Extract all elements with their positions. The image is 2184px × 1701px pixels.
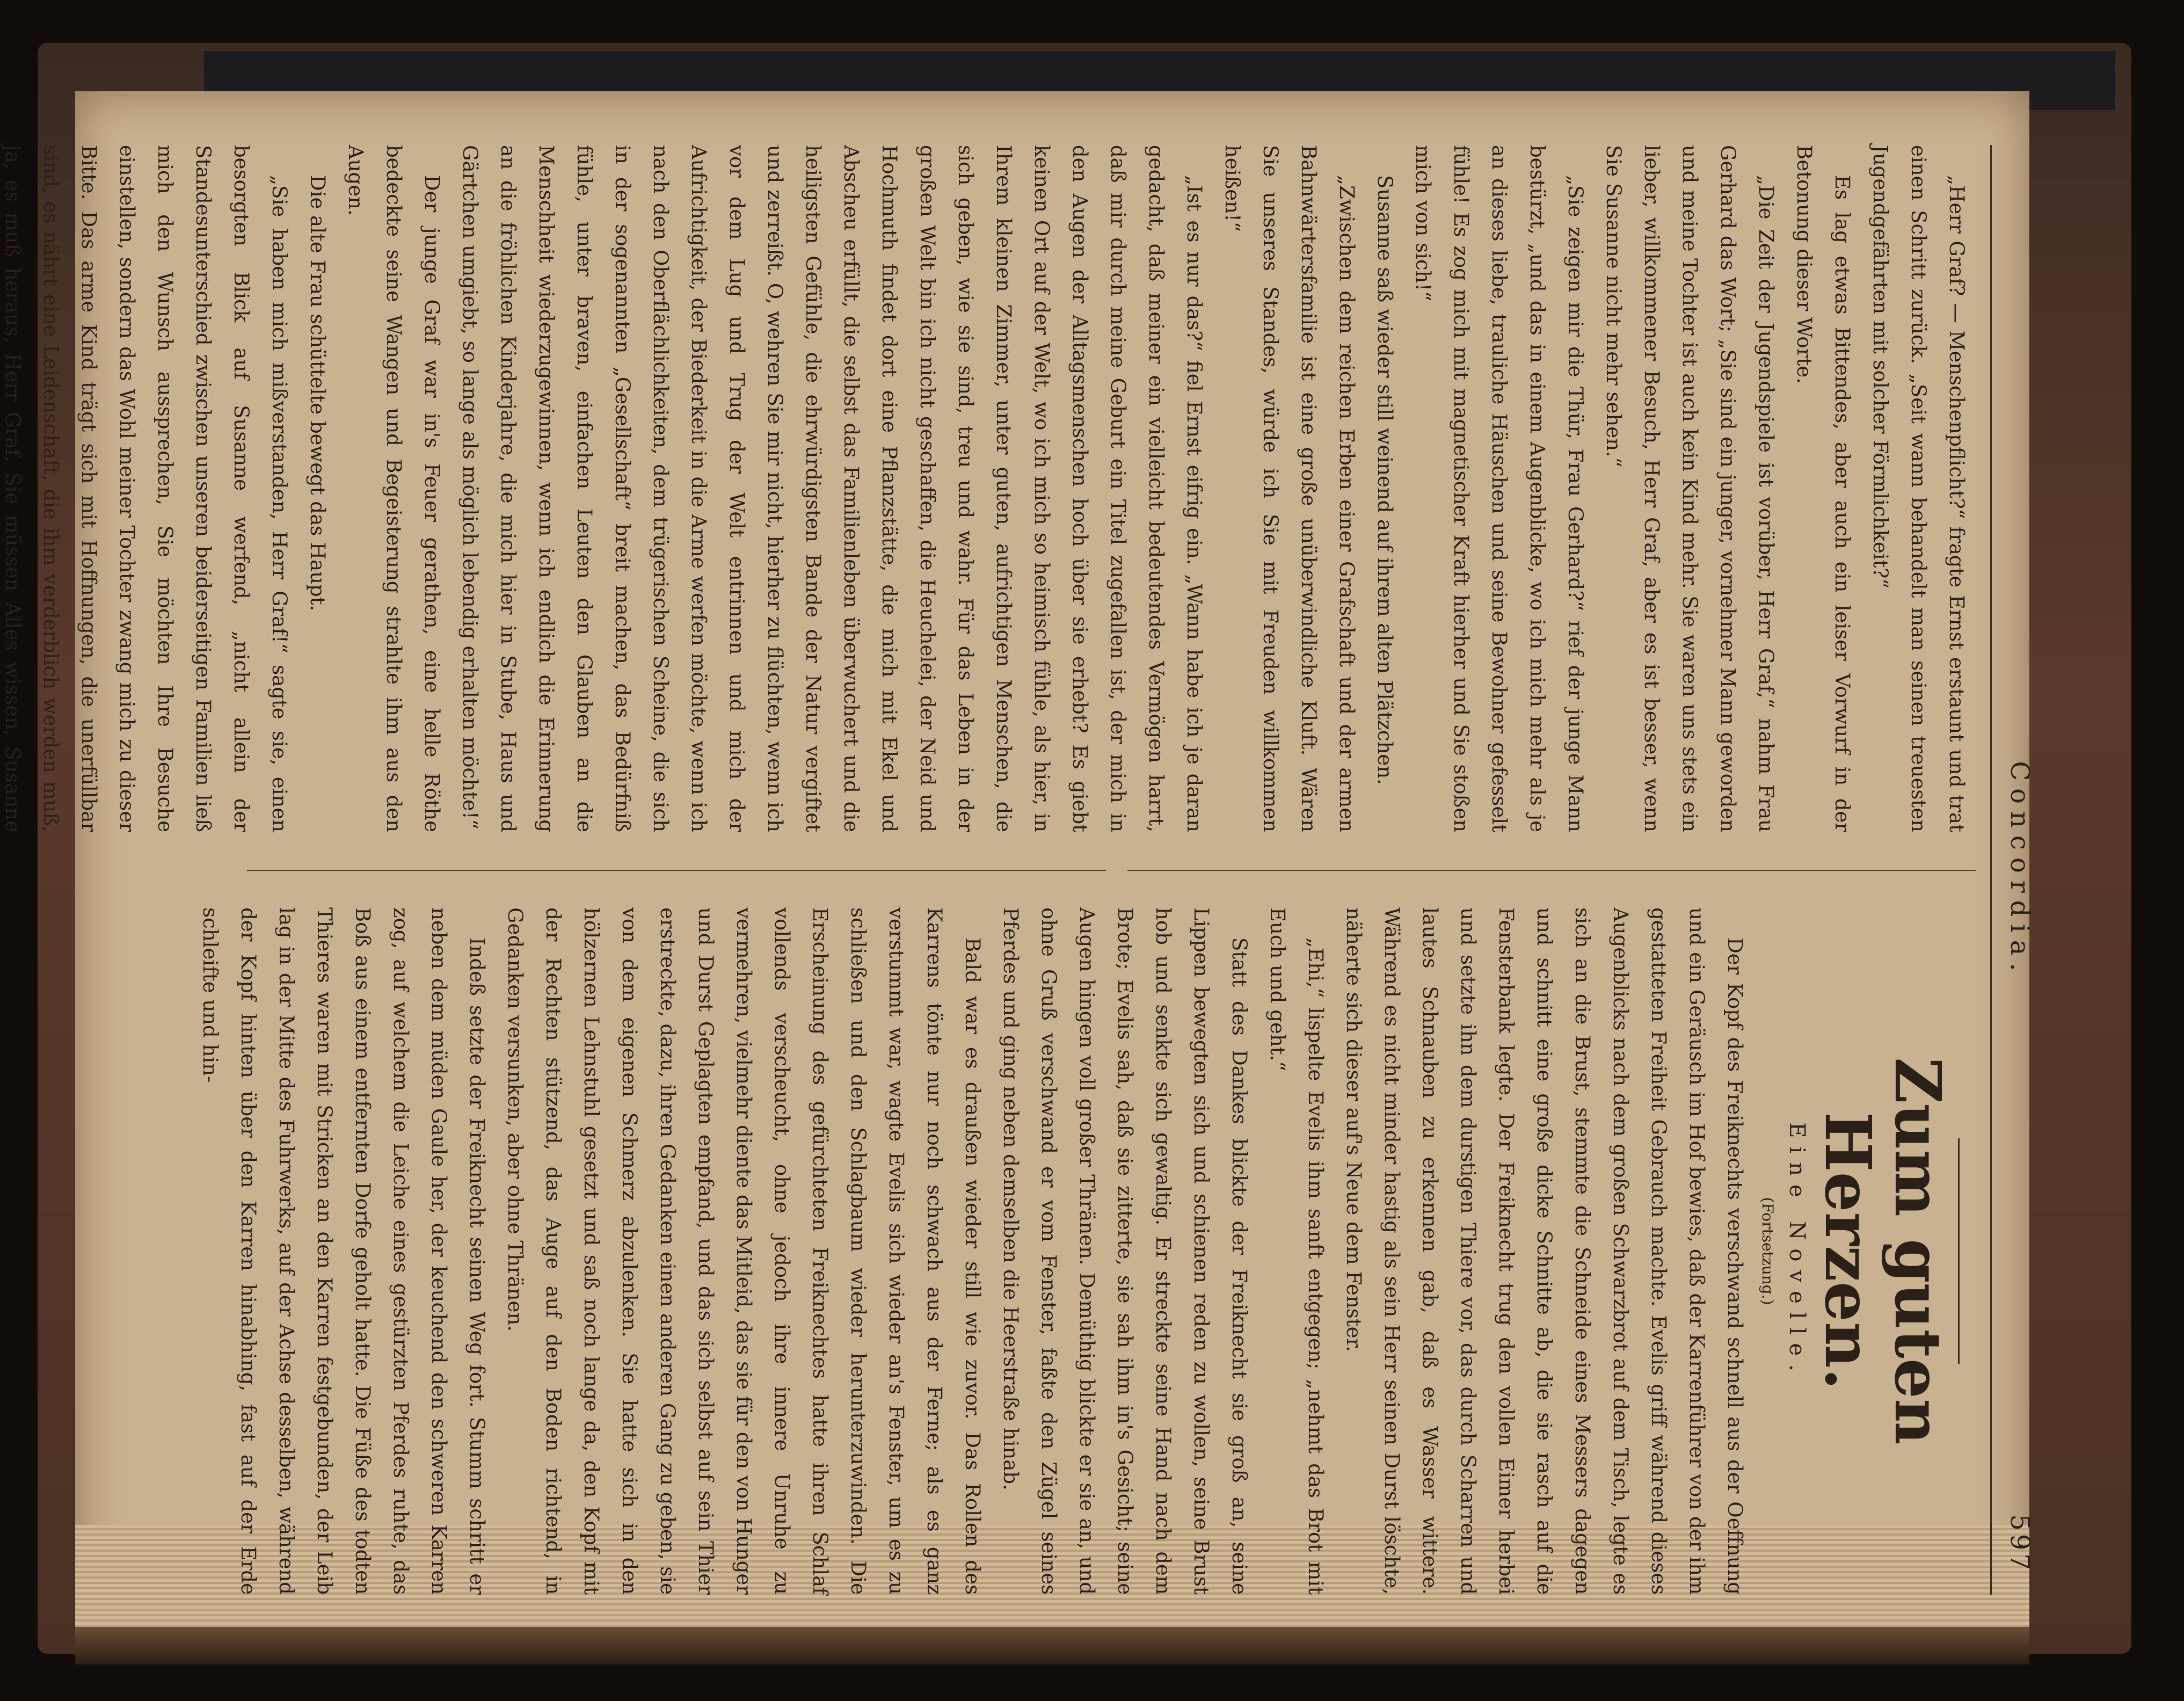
paragraph: „Ehi,“ lispelte Evelis ihm sanft entgegen; „nehmt das Brot mit Euch und geht.“ <box>1266 907 1327 1595</box>
paragraph: Susanne saß wieder still weinend auf ihrem alten Plätzchen. <box>1373 175 1396 785</box>
left-column <box>1 145 1976 832</box>
story-continued: (Fortsetzung.) <box>1759 1197 1777 1305</box>
paragraph: „Zwischen dem reichen Erben einer Grafschaft und der armen Bahnwärtersfamilie ist eine große unüberwindliche Kluft. Wären Sie unseres Standes, würde ich Sie mit Freuden willkommen heißen!“ <box>1221 145 1358 832</box>
header-rule <box>1990 145 1992 1595</box>
column-divider <box>1127 870 1976 871</box>
story-subtitle: Eine Novelle. <box>1785 1122 1809 1380</box>
page-number: 597 <box>2005 1514 2035 1573</box>
paragraph: Die alte Frau schüttelte bewegt das Haupt. <box>306 175 329 612</box>
binding-gutter <box>75 1627 2029 1664</box>
paragraph: „Ist es nur das?“ fiel Ernst eifrig ein. „Wann habe ich je daran gedacht, daß meiner ein vielleicht bedeutendes Vermögen harrt, daß mir durch meine Geburt ein Titel zugefallen ist, der mich in den Augen der Alltagsmenschen hoch über sie erhebt? Es giebt keinen Ort auf der Welt, wo ich mich so heimisch fühle, als hier, in Ihrem kleinen Zimmer, unter guten, aufrichtigen Menschen, die sich geben, wie sie sind, treu und wahr. Für das Leben in der großen Welt bin ich nicht geschaffen, die Heuchelei, der Neid und Hochmuth findet dort eine Pflanzstätte, die mich mit Ekel und Abscheu erfüllt, die selbst das Familienleben überwuchert und die heiligsten Gefühle, die ehrwürdigsten Bande der Natur vergiftet und zerreißt. O, wehren Sie mir nicht, hierher zu flüchten, wenn ich vor dem Lug und Trug der Welt entrinnen und mich der Aufrichtigkeit, der Biederkeit in die Arme werfen möchte, wenn ich nach den Oberflächlichkeiten, dem trügerischen Scheine, die sich in der sogenannten „Gesellschaft“ breit machen, das Bedürfniß fühle, unter braven, einfachen Leuten den Glauben an die Menschheit wiederzugewinnen, wenn ich endlich die Erinnerung an die fröhlichen Kinderjahre, die mich hier in Stube, Haus und Gärtchen umgiebt, so lange als möglich lebendig erhalten möchte!“ <box>458 145 1206 832</box>
paragraph: „Sie haben mich mißverstanden, Herr Graf!“ sagte sie, einen besorgten Blick auf Susanne werfend, „nicht allein der Standesunterschied zwischen unseren beiderseitigen Familien ließ mich den Wunsch aussprechen, Sie möchten Ihre Besuche einstellen, sondern das Wohl meiner Tochter zwang mich zu dieser Bitte. Das arme Kind trägt sich mit Hoffnungen, die unerfüllbar sind, es nährt eine Leidenschaft, die ihm verderblich werden muß, ja, es muß heraus, Herr Graf, Sie müssen Alles wissen, Susanne <box>1 145 291 832</box>
paragraph: Statt des Dankes blickte der Freiknecht sie groß an, seine Lippen bewegten sich und schienen reden zu wollen, seine Brust hob und senkte sich gewaltig. Er streckte seine Hand nach dem Brote; Evelis sah, daß sie zitterte, sie sah ihm in's Gesicht; seine Augen hingen voll großer Thränen. Demüthig blickte er sie an, und ohne Gruß verschwand er vom Fenster, faßte den Zügel seines Pferdes und ging neben demselben die Heerstraße hinab. <box>999 907 1251 1595</box>
column-divider <box>247 870 1106 871</box>
journal-title: Concordia. <box>2005 761 2035 979</box>
paragraph: Bald war es draußen wieder still wie zuvor. Das Rollen des Karrens tönte nur noch schwach aus der Ferne; als es ganz verstummt war, wagte Evelis sich wieder an's Fenster, um es zu schließen und den Schlagbaum wieder herunterzuwinden. Die Erscheinung des gefürchteten Freiknechtes hatte ihren Schlaf vollends verscheucht, ohne jedoch ihre innere Unruhe zu vermehren, vielmehr diente das Mitleid, das sie für den von Hunger und Durst Geplagten empfand, und das sich selbst auf sein Thier erstreckte, dazu, ihren Gedanken einen anderen Gang zu geben, sie von dem eigenen Schmerz abzulenken. Sie hatte sich in den hölzernen Lehnstuhl gesetzt und saß noch lange da, den Kopf mit der Rechten stützend, das Auge auf den Boden richtend, in Gedanken versunken, aber ohne Thränen. <box>504 907 984 1595</box>
page-content <box>1 145 2051 1595</box>
story-title: Zum guten Herzen. <box>1811 1057 1955 1445</box>
paragraph: Indeß setzte der Freiknecht seinen Weg fort. Stumm schritt er neben dem müden Gaule her, der keuchend den schweren Karren zog, auf welchem die Leiche eines gestürzten Pferdes ruhte, das Boß aus einem entfernten Dorfe geholt hatte. Die Füße des todten Thieres waren mit Stricken an den Karren festgebunden, der Leib lag in der Mitte des Fuhrwerks, auf der Achse desselben, während der Kopf hinten über den Karren hinabhing, fast auf der Erde schleifte und hin- <box>199 907 489 1595</box>
running-header <box>1992 145 2051 1595</box>
paragraph: „Die Zeit der Jugendspiele ist vorüber, Herr Graf,“ nahm Frau Gerhard das Wort; „Sie sind ein junger, vornehmer Mann geworden und meine Tochter ist auch kein Kind mehr. Sie waren uns stets ein lieber, willkommener Besuch, Herr Graf, aber es ist besser, wenn Sie Susanne nicht mehr sehen.“ <box>1602 145 1778 832</box>
paragraph: „Herr Graf? — Menschenpflicht?“ fragte Ernst erstaunt und trat einen Schritt zurück. „Seit wann behandelt man seinen treuesten Jugendgefährten mit solcher Förmlichkeit?“ <box>1869 145 1968 832</box>
paragraph: Der Kopf des Freiknechts verschwand schnell aus der Oeffnung und ein Geräusch im Hof bewies, daß der Karrenführer von der ihm gestatteten Freiheit Gebrauch machte. Evelis griff während dieses Augenblicks nach dem großen Schwarzbrot auf dem Tisch, legte es sich an die Brust, stemmte die Schneide eines Messers dagegen und schnitt eine große dicke Schnitte ab, die sie rasch auf die Fensterbank legte. Der Freiknecht trug den vollen Eimer herbei und setzte ihn dem durstigen Thiere vor, das durch Scharren und lautes Schnauben zu erkennen gab, daß es Wasser wittere. Während es nicht minder hastig als sein Herr seinen Durst löschte, näherte sich dieser auf's Neue dem Fenster. <box>1342 907 1746 1595</box>
paragraph: Der junge Graf war in's Feuer gerathen, eine helle Röthe bedeckte seine Wangen und Begeisterung strahlte ihm aus den Augen. <box>344 145 443 832</box>
section-rule <box>1958 1138 1960 1364</box>
right-column <box>199 907 1976 1595</box>
paragraph: Es lag etwas Bittendes, aber auch ein leiser Vorwurf in der Betonung dieser Worte. <box>1793 145 1854 832</box>
paragraph: „Sie zeigen mir die Thür, Frau Gerhard?“ rief der junge Mann bestürzt, „und das in einem Augenblicke, wo ich mich mehr als je an dieses liebe, trauliche Häuschen und seine Bewohner gefesselt fühle! Es zog mich mit magnetischer Kraft hierher und Sie stoßen mich von sich!“ <box>1411 145 1587 832</box>
